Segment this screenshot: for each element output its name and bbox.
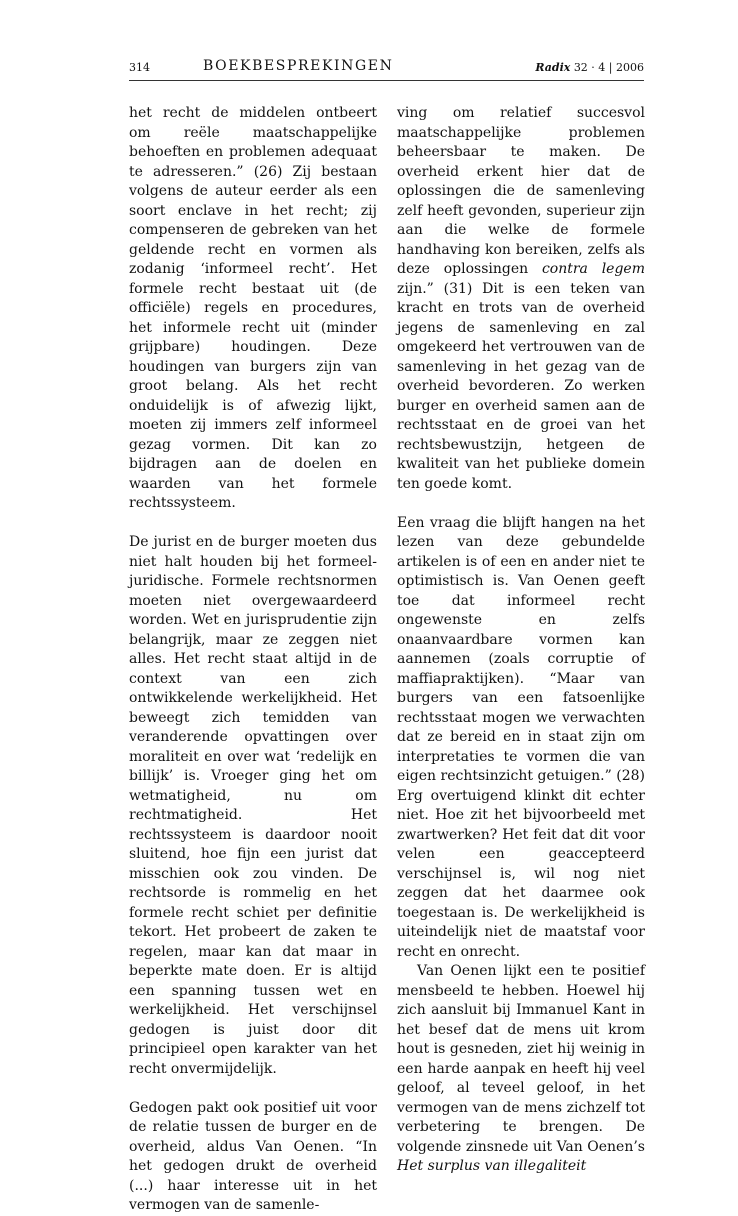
journal-name: Radix: [535, 61, 571, 74]
paragraph: [397, 104, 645, 494]
header-rule: [129, 80, 644, 81]
text-run: zijn.” (31) Dit is een teken van kracht en trots van de overheid jegens de samenleving en zal omgekeerd het vertrouwen van de samenleving in het gezag van de overheid bevorderen. Zo werken burger en overheid samen aan de rechtsstaat en de groei van het rechtsbewustzijn, hetgeen de kwaliteit van het publieke domein ten goede komt.: [397, 280, 645, 492]
paragraph: [397, 962, 645, 1177]
left-column: [129, 104, 377, 1216]
journal-reference: [535, 61, 644, 74]
text-run: ving om relatief succesvol maatschappelijke problemen beheersbaar te maken. De overheid erkent hier dat de oplossingen die de samenleving zelf heeft gevonden, superieur zijn aan die welke de formele handhaving kon bereiken, zelfs als deze oplossingen: [397, 105, 645, 277]
page-number: 314: [129, 61, 150, 74]
paragraph: Gedogen pakt ook positief uit voor de relatie tussen de burger en de overheid, aldus Van Oenen. “In het gedogen drukt de overheid (...) haar interesse uit in het vermogen van de samenle-: [129, 1099, 377, 1213]
paragraph: Een vraag die blijft hangen na het lezen van deze gebundelde artikelen is of een en ander niet te optimistisch is. Van Oenen geeft toe dat informeel recht ongewenste en zelfs onaanvaardbare vormen kan aannemen (zoals corruptie of maffiapraktijken). “Maar van burgers van een fatsoenlijke rechtsstaat mogen we verwachten dat ze bereid en in staat zijn om interpretaties te vormen die van eigen rechtsinzicht getuigen.” (28) Erg overtuigend klinkt dit echter niet. Hoe zit het bijvoorbeeld met zwartwerken? Het feit dat dit voor velen een geaccepteerd verschijnsel is, wil nog niet zeggen dat het daarmee ook toegestaan is. De werkelijkheid is uiteindelijk niet de maatstaf voor recht en onrecht.: [397, 514, 645, 960]
right-column: [397, 104, 645, 1177]
section-title: BOEKBESPREKINGEN: [203, 58, 394, 74]
running-header: [129, 58, 644, 78]
book-title: Het surplus van illegaliteit: [397, 1158, 587, 1174]
paragraph: De jurist en de burger moeten dus niet halt houden bij het formeel-juridische. Formele rechtsnormen moeten niet overgewaardeerd worden. Wet en jurisprudentie zijn belangrijk, maar ze zeggen niet alles. Het recht staat altijd in de context van een zich ontwikkelende werkelijkheid. Het beweegt zich temidden van veranderende opvattingen over moraliteit en over wat ‘redelijk en billijk’ is. Vroeger ging het om wetmatigheid, nu om rechtmatigheid. Het rechtssysteem is daardoor nooit sluitend, hoe fijn een jurist dat misschien ook zou vinden. De rechtsorde is rommelig en het formele recht schiet per definitie tekort. Het probeert de zaken te regelen, maar kan dat maar in beperkte mate doen. Er is altijd een spanning tussen wet en werkelijkheid. Het verschijnsel gedogen is juist door dit principieel open karakter van het recht onvermijdelijk.: [129, 534, 377, 1077]
journal-issue: 32 · 4 | 2006: [573, 61, 644, 74]
paragraph: het recht de middelen ontbeert om reële maatschappelijke behoeften en problemen adequaat te adresseren.” (26) Zij bestaan volgens de auteur eerder als een soort enclave in het recht; zij compenseren de gebreken van het geldende recht en vormen als zodanig ‘informeel recht’. Het formele recht bestaat uit (de officiële) regels en procedures, het informele recht uit (minder grijpbare) houdingen. Deze houdingen van burgers zijn van groot belang. Als het recht onduidelijk is of afwezig lijkt, moeten zij immers zelf informeel gezag vormen. Dit kan zo bijdragen aan de doelen en waarden van het formele rechtssysteem.: [129, 105, 377, 511]
italic-phrase: contra legem: [541, 261, 645, 277]
text-run: Van Oenen lijkt een te positief mensbeeld te hebben. Hoewel hij zich aansluit bij Immanuel Kant in het besef dat de mens uit krom hout is gesneden, ziet hij weinig in een harde aanpak en heeft hij veel geloof, al teveel geloof, in het vermogen van de mens zichzelf tot verbetering te brengen. De volgende zinsnede uit Van Oenen’s: [397, 963, 645, 1155]
